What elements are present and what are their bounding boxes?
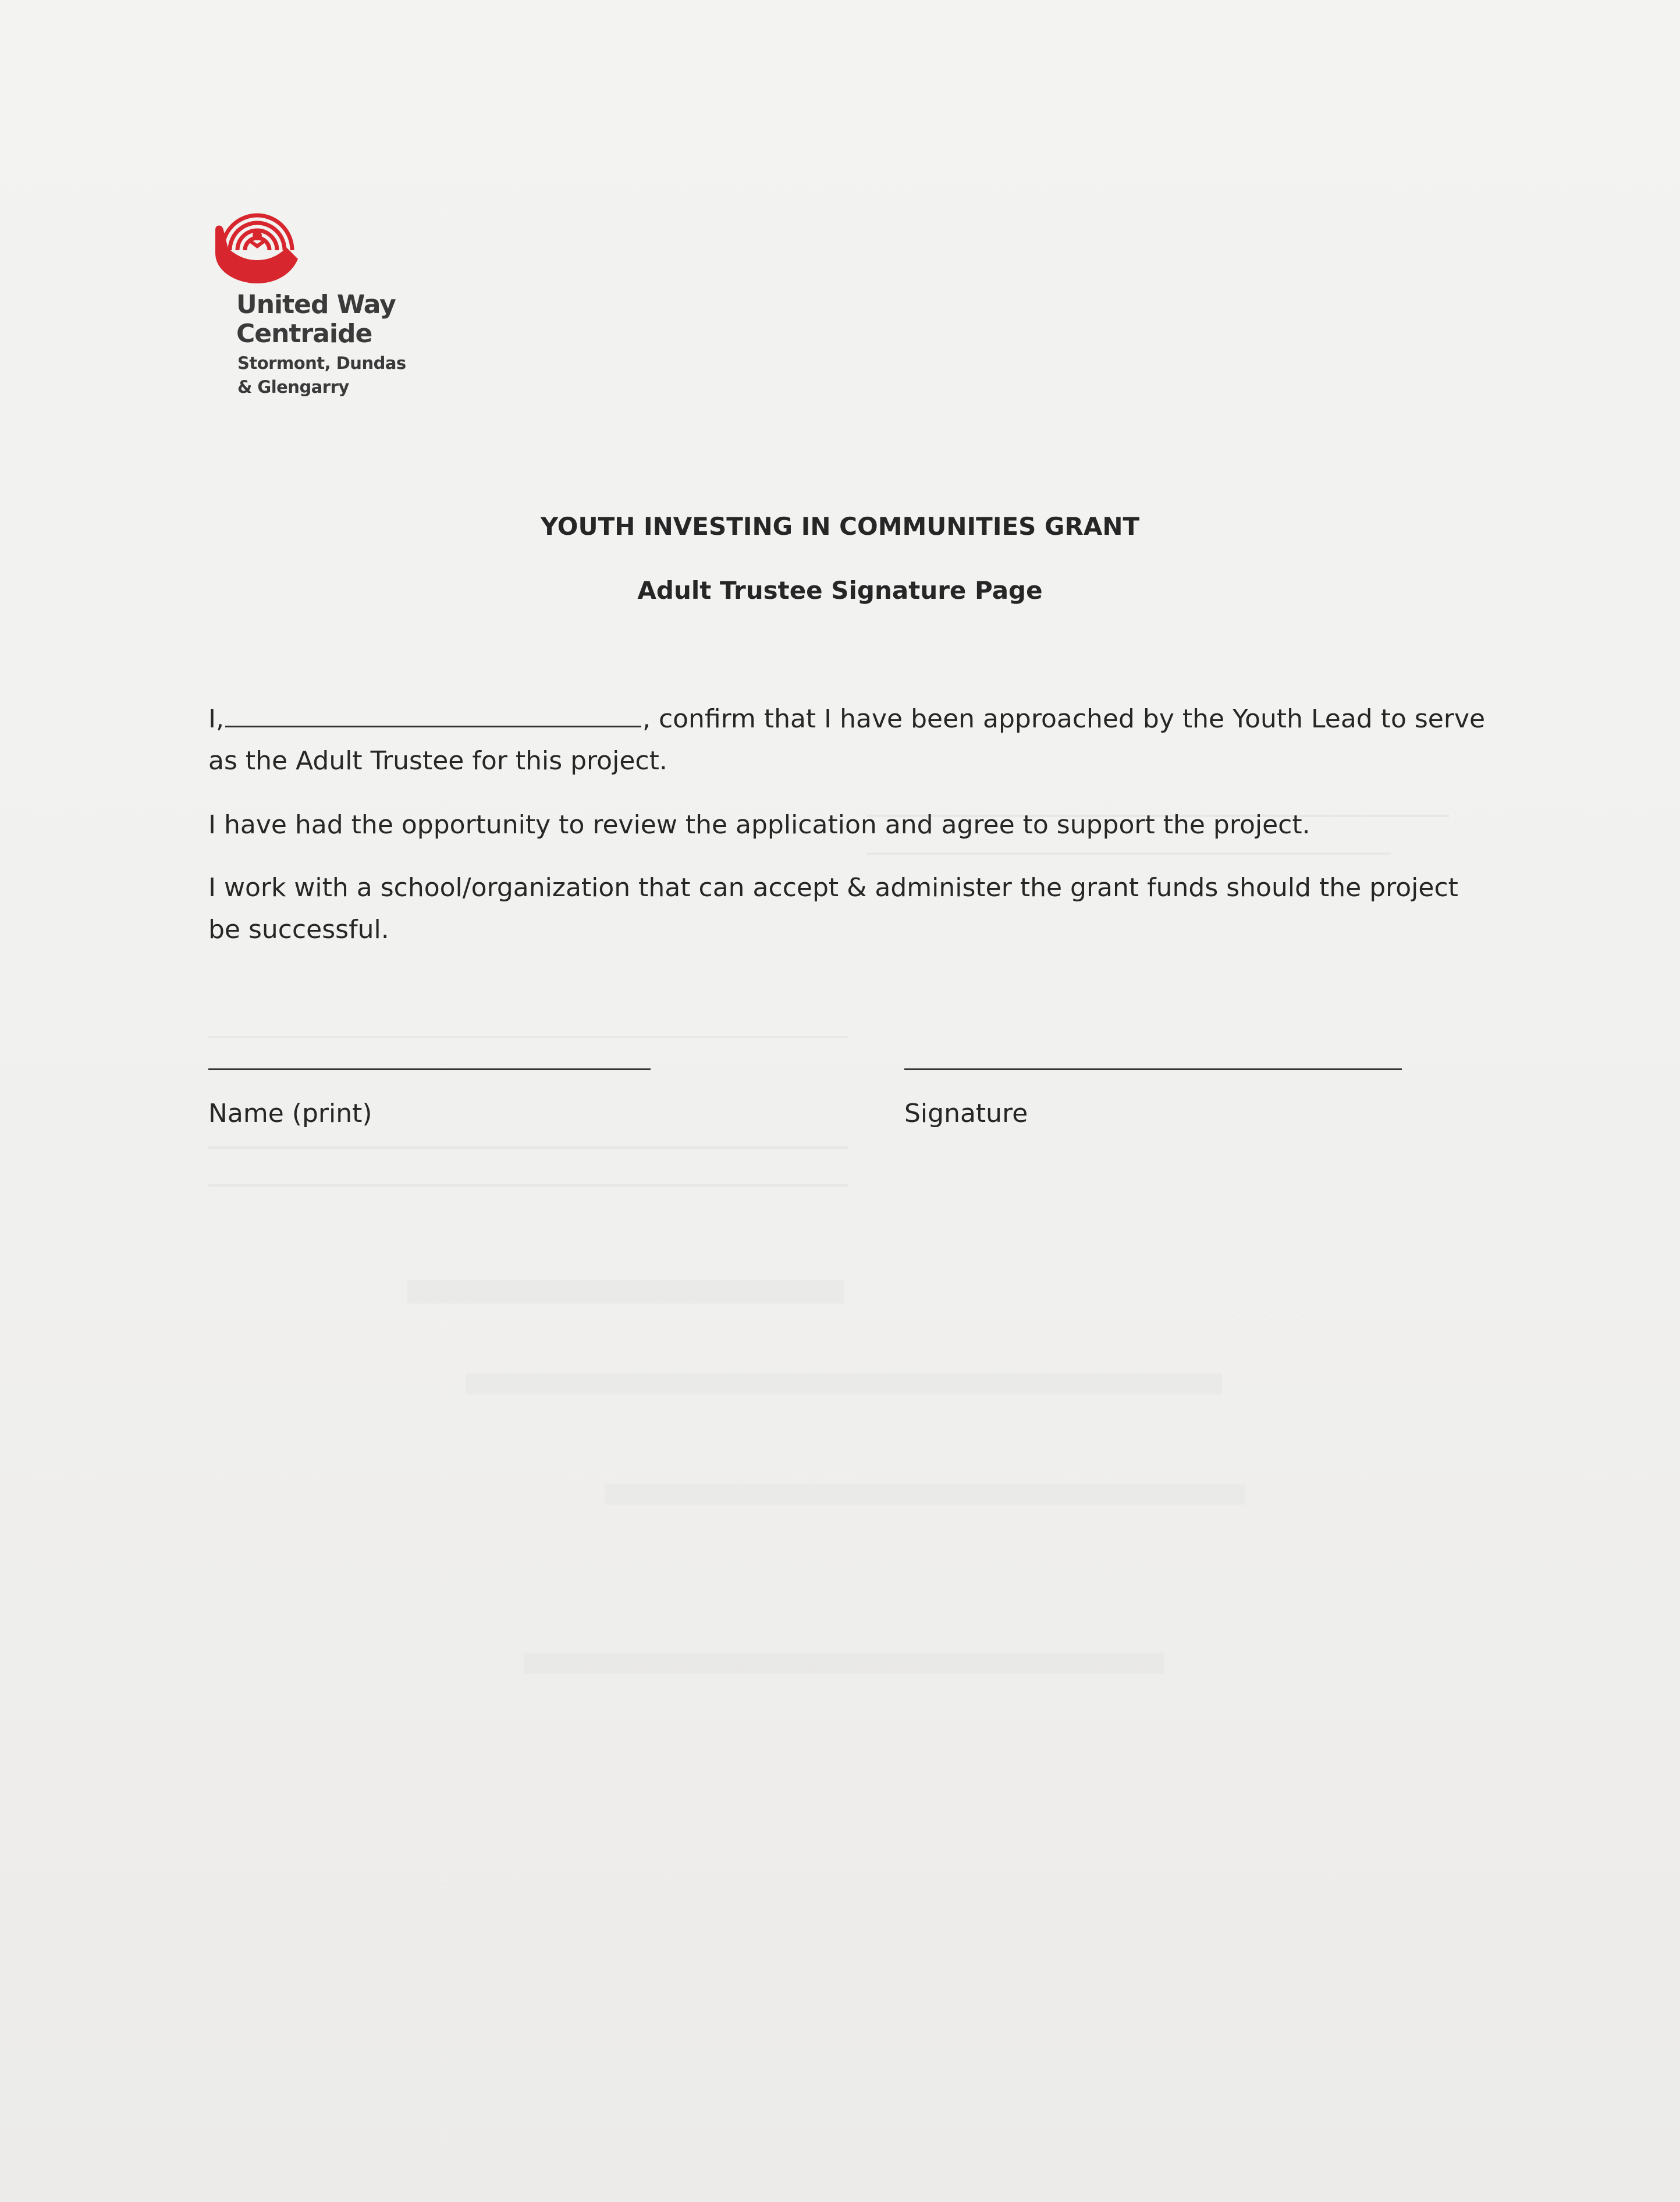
bleed-through-mark — [407, 1280, 844, 1304]
signature-label: Signature — [904, 1099, 1028, 1128]
united-way-emblem-icon — [211, 195, 304, 288]
signature-line[interactable] — [904, 1068, 1402, 1070]
confirmation-paragraph — [208, 698, 1489, 782]
name-print-line[interactable] — [208, 1068, 651, 1070]
bleed-through-mark — [208, 1146, 848, 1149]
page-subtitle: Adult Trustee Signature Page — [637, 576, 1043, 605]
paragraph-prefix: I, — [208, 704, 224, 734]
page-title: YOUTH INVESTING IN COMMUNITIES GRANT — [540, 512, 1140, 541]
bleed-through-mark — [524, 1653, 1164, 1674]
organization-paragraph: I work with a school/organization that can accept & administer the grant funds should the project be successful. — [208, 873, 1458, 944]
logo-text-region-1: Stormont, Dundas — [237, 353, 406, 373]
logo-text-region-2: & Glengarry — [237, 377, 349, 397]
bleed-through-mark — [867, 853, 1391, 855]
name-print-label: Name (print) — [208, 1099, 372, 1128]
logo-text-centraide: Centraide — [236, 319, 372, 349]
logo-text-united-way: United Way — [236, 290, 396, 319]
bleed-through-mark — [605, 1484, 1245, 1505]
bleed-through-mark — [208, 1036, 848, 1038]
trustee-name-blank-field[interactable] — [225, 700, 641, 727]
paragraph-suffix: , confirm that I have been approached by the Youth Lead to serve as the Adult Trustee for this project. — [208, 704, 1486, 776]
review-paragraph: I have had the opportunity to review the application and agree to support the project. — [208, 810, 1310, 840]
bleed-through-mark — [466, 1373, 1222, 1394]
united-way-logo — [211, 195, 420, 404]
bleed-through-mark — [208, 1184, 848, 1187]
